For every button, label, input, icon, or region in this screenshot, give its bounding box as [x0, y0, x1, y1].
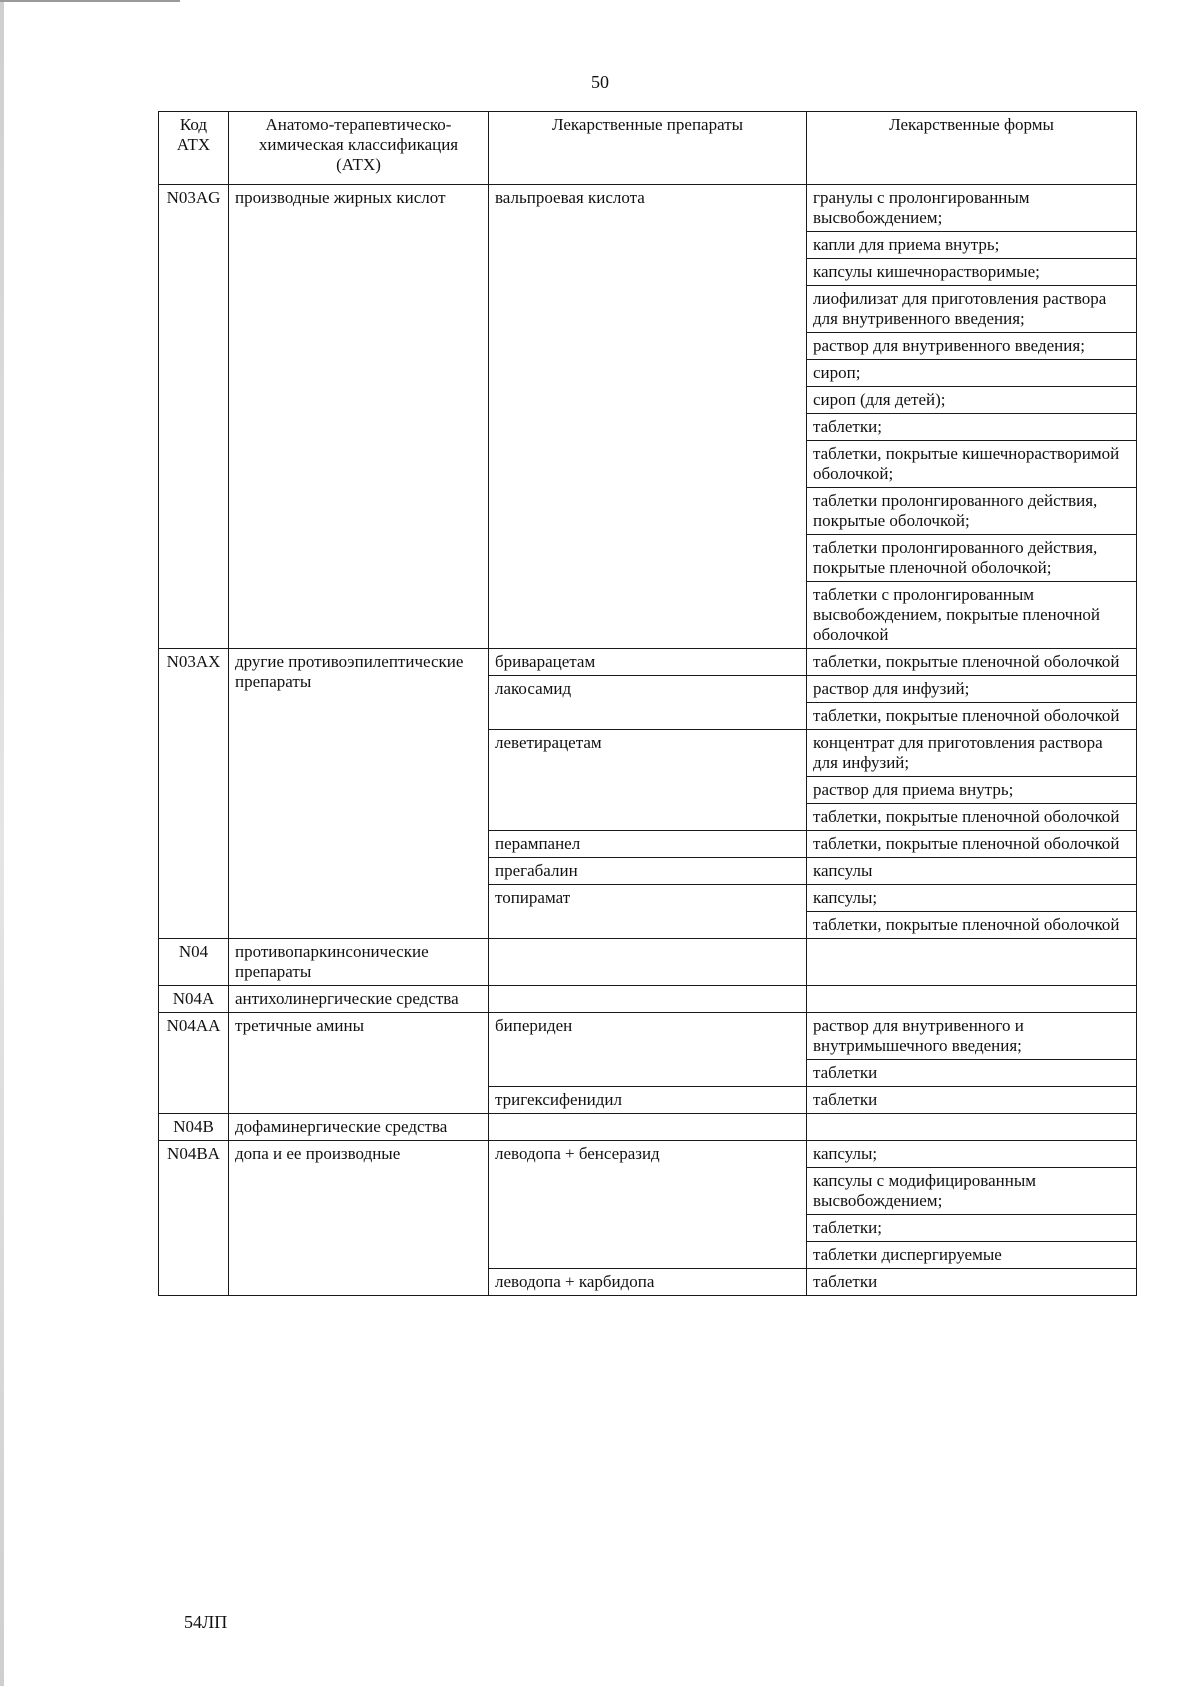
- dosage-form: таблетки, покрытые пленочной оболочкой: [807, 804, 1137, 831]
- dosage-form: таблетки пролонгированного действия, покрытые пленочной оболочкой;: [807, 535, 1137, 582]
- dosage-form: лиофилизат для приготовления раствора для внутривенного введения;: [807, 286, 1137, 333]
- drug-cell-empty: [489, 1114, 807, 1141]
- table-row: [159, 1114, 1137, 1141]
- atx-class-name: допа и ее производные: [229, 1141, 489, 1296]
- table-row: [159, 1141, 1137, 1168]
- drug-name: тригексифенидил: [489, 1087, 807, 1114]
- dosage-form: таблетки;: [807, 1215, 1137, 1242]
- dosage-form: таблетки;: [807, 414, 1137, 441]
- table-row: [159, 939, 1137, 986]
- dosage-form: капли для приема внутрь;: [807, 232, 1137, 259]
- dosage-form: таблетки, покрытые пленочной оболочкой: [807, 912, 1137, 939]
- dosage-form: раствор для инфузий;: [807, 676, 1137, 703]
- drug-name: вальпроевая кислота: [489, 185, 807, 649]
- drug-name: бриварацетам: [489, 649, 807, 676]
- drug-name: леводопа + бенсеразид: [489, 1141, 807, 1269]
- dosage-form: капсулы кишечнорастворимые;: [807, 259, 1137, 286]
- atx-code: N04BA: [159, 1141, 229, 1296]
- atx-class-name: противопаркинсонические препараты: [229, 939, 489, 986]
- dosage-form: таблетки, покрытые пленочной оболочкой: [807, 649, 1137, 676]
- atx-class-name: третичные амины: [229, 1013, 489, 1114]
- header-code: Код АТХ: [159, 112, 229, 185]
- dosage-form: капсулы с модифицированным высвобождением;: [807, 1168, 1137, 1215]
- atx-class-name: дофаминергические средства: [229, 1114, 489, 1141]
- dosage-form: таблетки: [807, 1269, 1137, 1296]
- form-cell-empty: [807, 986, 1137, 1013]
- scan-mark: [0, 0, 180, 2]
- atx-code: N03AG: [159, 185, 229, 649]
- dosage-form: капсулы;: [807, 1141, 1137, 1168]
- dosage-form: таблетки: [807, 1060, 1137, 1087]
- header-class: Анатомо-терапевтическо-химическая классификация (АТХ): [229, 112, 489, 185]
- header-drugs: Лекарственные препараты: [489, 112, 807, 185]
- atx-code: N04: [159, 939, 229, 986]
- drug-name: леветирацетам: [489, 730, 807, 831]
- dosage-form: таблетки, покрытые кишечнорастворимой оболочкой;: [807, 441, 1137, 488]
- header-forms: Лекарственные формы: [807, 112, 1137, 185]
- drug-name: бипериден: [489, 1013, 807, 1087]
- atx-code: N04A: [159, 986, 229, 1013]
- table-header: [159, 112, 1137, 185]
- table-row: [159, 185, 1137, 232]
- drug-name: топирамат: [489, 885, 807, 939]
- form-cell-empty: [807, 939, 1137, 986]
- table-body: [159, 185, 1137, 1296]
- scan-edge: [0, 0, 4, 1686]
- dosage-form: капсулы: [807, 858, 1137, 885]
- dosage-form: таблетки: [807, 1087, 1137, 1114]
- dosage-form: таблетки, покрытые пленочной оболочкой: [807, 703, 1137, 730]
- dosage-form: таблетки пролонгированного действия, покрытые оболочкой;: [807, 488, 1137, 535]
- atx-code: N04AA: [159, 1013, 229, 1114]
- atx-code: N04B: [159, 1114, 229, 1141]
- header-row: [159, 112, 1137, 185]
- dosage-form: капсулы;: [807, 885, 1137, 912]
- drug-name: перампанел: [489, 831, 807, 858]
- table-row: [159, 986, 1137, 1013]
- atx-class-name: антихолинергические средства: [229, 986, 489, 1013]
- drug-cell-empty: [489, 986, 807, 1013]
- drug-name: лакосамид: [489, 676, 807, 730]
- atx-code: N03AX: [159, 649, 229, 939]
- drug-name: прегабалин: [489, 858, 807, 885]
- atx-class-name: другие противоэпилептические препараты: [229, 649, 489, 939]
- dosage-form: концентрат для приготовления раствора для инфузий;: [807, 730, 1137, 777]
- page-number: 50: [591, 72, 609, 92]
- dosage-form: гранулы с пролонгированным высвобождением;: [807, 185, 1137, 232]
- dosage-form: раствор для приема внутрь;: [807, 777, 1137, 804]
- dosage-form: таблетки диспергируемые: [807, 1242, 1137, 1269]
- dosage-form: раствор для внутривенного введения;: [807, 333, 1137, 360]
- table-row: [159, 649, 1137, 676]
- form-cell-empty: [807, 1114, 1137, 1141]
- table-row: [159, 1013, 1137, 1060]
- drug-name: леводопа + карбидопа: [489, 1269, 807, 1296]
- dosage-form: таблетки, покрытые пленочной оболочкой: [807, 831, 1137, 858]
- dosage-form: раствор для внутривенного и внутримышечного введения;: [807, 1013, 1137, 1060]
- dosage-form: сироп (для детей);: [807, 387, 1137, 414]
- dosage-form: сироп;: [807, 360, 1137, 387]
- drug-cell-empty: [489, 939, 807, 986]
- atx-class-name: производные жирных кислот: [229, 185, 489, 649]
- document-code: 54ЛП: [184, 1612, 228, 1632]
- atx-table: [158, 111, 1137, 1296]
- dosage-form: таблетки с пролонгированным высвобождением, покрытые пленочной оболочкой: [807, 582, 1137, 649]
